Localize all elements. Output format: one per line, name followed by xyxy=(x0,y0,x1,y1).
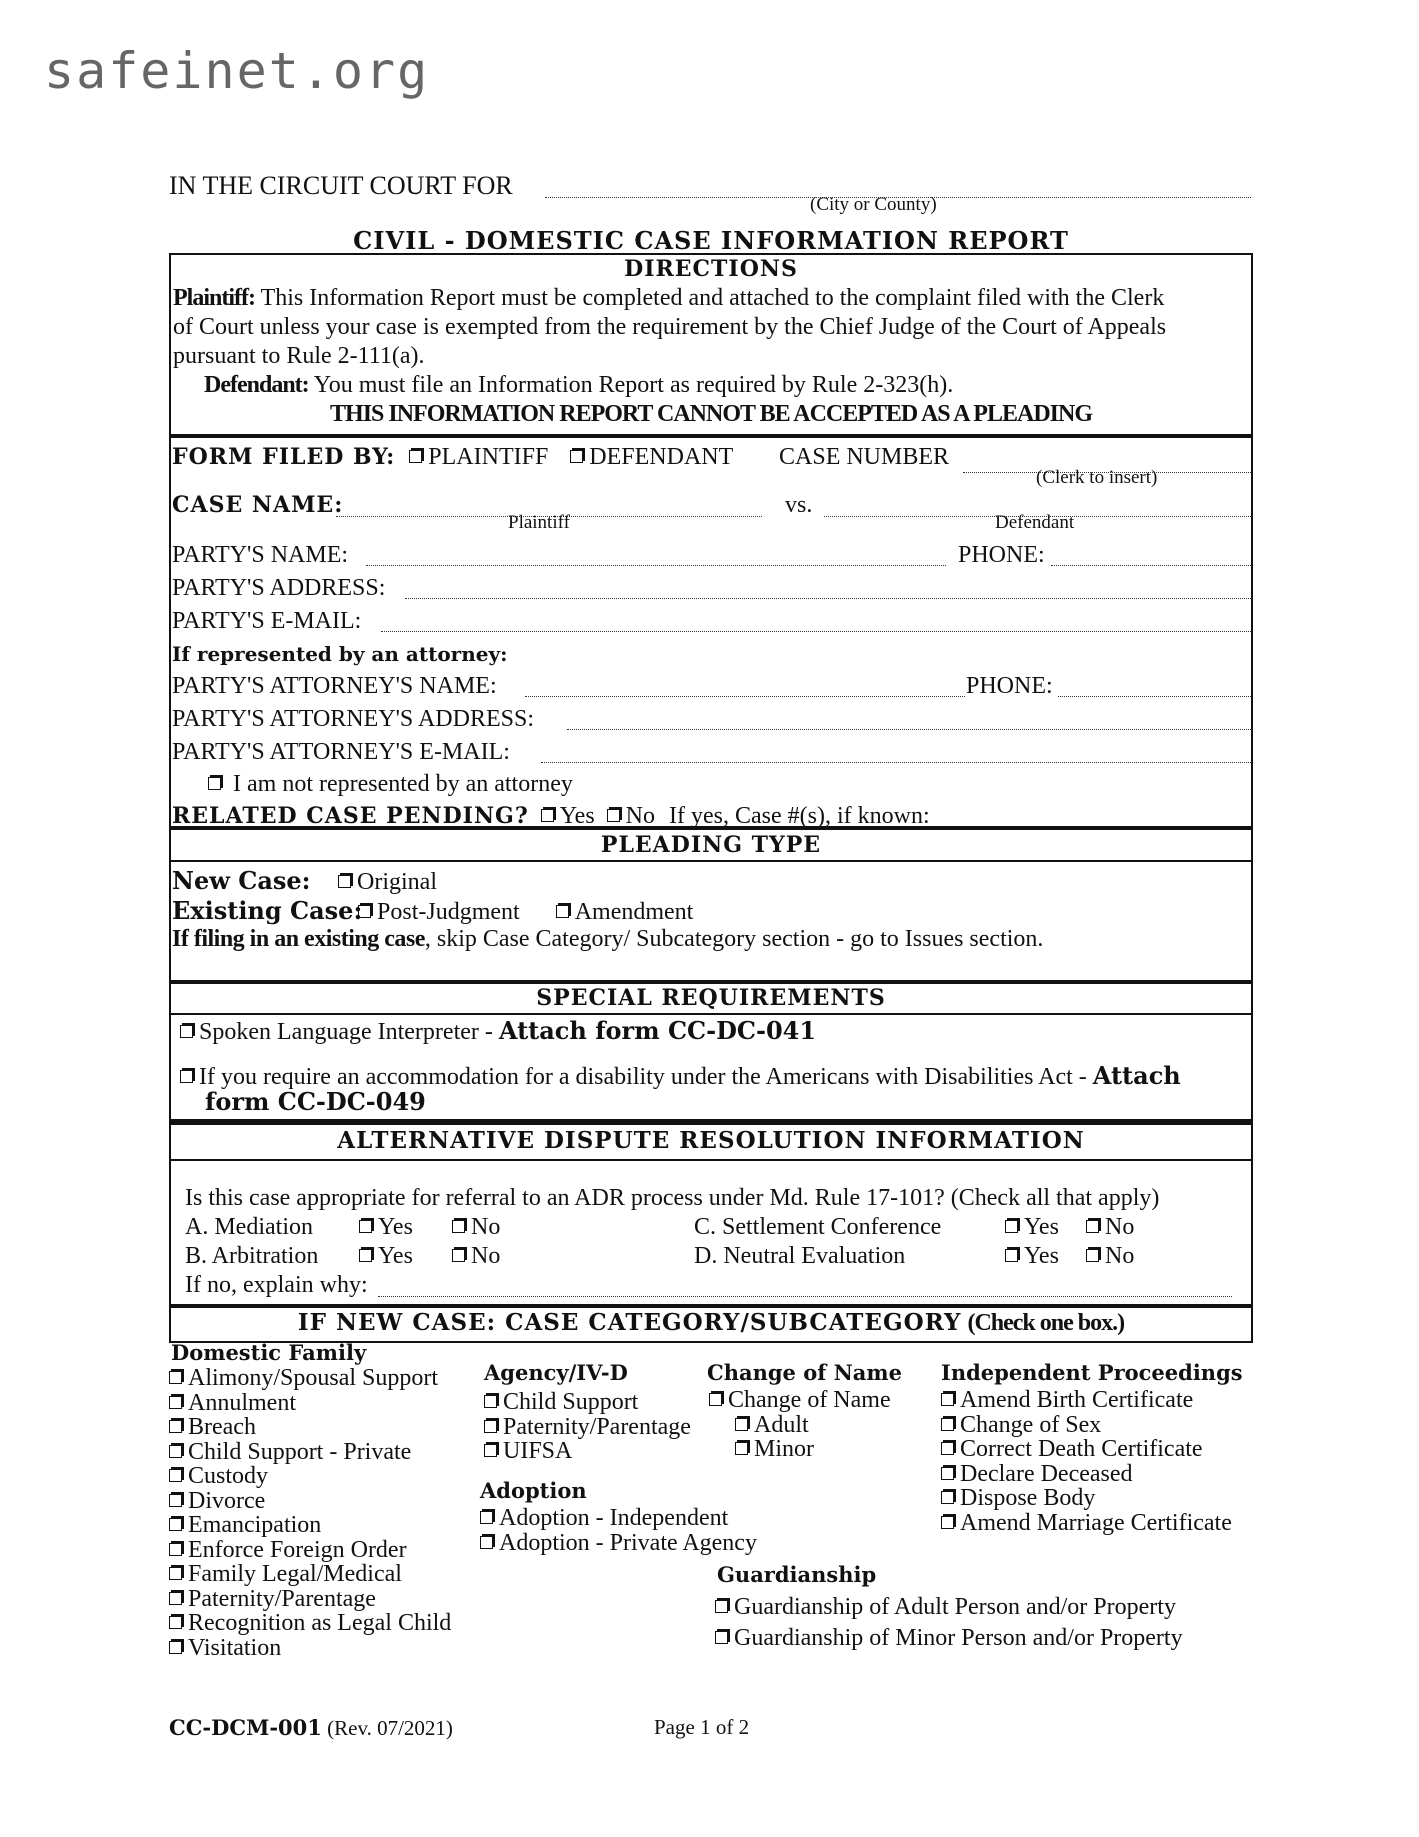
independent-list xyxy=(941,1388,1232,1535)
plaintiff-text-1: This Information Report must be completed and attached to the complaint filed with the Clerk xyxy=(260,285,1165,311)
settlement-no-label: No xyxy=(1105,1214,1135,1240)
related-case-label: RELATED CASE PENDING? xyxy=(172,803,529,829)
guardianship-title: Guardianship xyxy=(717,1562,877,1587)
court-prefix: IN THE CIRCUIT COURT FOR xyxy=(169,171,513,200)
independent-item[interactable]: Change of Sex xyxy=(941,1413,1232,1438)
domestic-item[interactable]: Custody xyxy=(169,1464,451,1489)
settlement-yes-checkbox[interactable] xyxy=(1005,1214,1024,1240)
independent-item[interactable]: Dispose Body xyxy=(941,1486,1232,1511)
adoption-title: Adoption xyxy=(480,1478,587,1503)
amendment-label: Amendment xyxy=(574,899,694,925)
party-address-label: PARTY'S ADDRESS: xyxy=(172,575,386,601)
domestic-item[interactable]: Family Legal/Medical xyxy=(169,1562,451,1587)
vs-label: vs. xyxy=(785,492,813,518)
domestic-item[interactable]: Emancipation xyxy=(169,1513,451,1538)
party-name-field[interactable] xyxy=(366,565,946,566)
agency-item[interactable]: Child Support xyxy=(484,1390,691,1415)
defendant-text: You must file an Information Report as required by Rule 2-323(h). xyxy=(313,372,954,398)
watermark-text: safeinet.org xyxy=(44,42,430,100)
adr-neutral-label: D. Neutral Evaluation xyxy=(694,1243,906,1269)
mediation-yes-checkbox[interactable] xyxy=(359,1214,378,1240)
attorney-address-field[interactable] xyxy=(567,729,1251,730)
adr-heading: ALTERNATIVE DISPUTE RESOLUTION INFORMATION xyxy=(337,1127,1085,1154)
defendant-checkbox[interactable] xyxy=(570,444,589,470)
related-case-numbers-label: If yes, Case #(s), if known: xyxy=(669,803,930,829)
plaintiff-checkbox[interactable] xyxy=(409,444,428,470)
guardianship-list xyxy=(715,1592,1183,1654)
independent-title: Independent Proceedings xyxy=(941,1360,1243,1385)
adoption-item[interactable]: Adoption - Independent xyxy=(480,1506,757,1531)
arbitration-yes-label: Yes xyxy=(378,1243,413,1269)
attorney-phone-field[interactable] xyxy=(1058,696,1251,697)
domestic-item[interactable]: Annulment xyxy=(169,1391,451,1416)
change-name-title: Change of Name xyxy=(707,1360,902,1385)
arbitration-no-label: No xyxy=(471,1243,501,1269)
attorney-name-label: PARTY'S ATTORNEY'S NAME: xyxy=(172,673,497,699)
mediation-no-label: No xyxy=(471,1214,501,1240)
mediation-yes-label: Yes xyxy=(378,1214,413,1240)
mediation-no-checkbox[interactable] xyxy=(452,1214,471,1240)
change-name-adult[interactable]: Adult xyxy=(709,1413,891,1438)
category-heading-note: (Check one box.) xyxy=(967,1310,1125,1336)
agency-item[interactable]: UIFSA xyxy=(484,1439,691,1464)
related-no-checkbox[interactable] xyxy=(607,803,626,829)
arbitration-no-checkbox[interactable] xyxy=(452,1243,471,1269)
original-label: Original xyxy=(357,869,437,895)
independent-item[interactable]: Amend Marriage Certificate xyxy=(941,1511,1232,1536)
interpreter-label: Spoken Language Interpreter - xyxy=(199,1019,499,1045)
party-phone-field[interactable] xyxy=(1051,565,1251,566)
independent-item[interactable]: Correct Death Certificate xyxy=(941,1437,1232,1462)
form-rev: (Rev. 07/2021) xyxy=(327,1716,453,1740)
plaintiff-sub-label: Plaintiff xyxy=(508,512,570,533)
page-number: Page 1 of 2 xyxy=(654,1715,750,1739)
new-case-label: New Case: xyxy=(172,866,311,895)
defendant-sub-label: Defendant xyxy=(995,512,1075,533)
adoption-item[interactable]: Adoption - Private Agency xyxy=(480,1531,757,1556)
ada-label: If you require an accommodation for a disability under the Americans with Disabilities Act - xyxy=(199,1064,1093,1090)
domestic-item[interactable]: Enforce Foreign Order xyxy=(169,1538,451,1563)
domestic-item[interactable]: Breach xyxy=(169,1415,451,1440)
settlement-no-checkbox[interactable] xyxy=(1086,1214,1105,1240)
guardianship-item[interactable]: Guardianship of Minor Person and/or Property xyxy=(715,1623,1183,1654)
adr-arbitration-label: B. Arbitration xyxy=(185,1243,319,1269)
pleading-heading: PLEADING TYPE xyxy=(600,832,822,858)
if-attorney-label: If represented by an attorney: xyxy=(172,642,508,666)
existing-note-rest: , skip Case Category/ Subcategory section - go to Issues section. xyxy=(424,926,1044,952)
clerk-note: (Clerk to insert) xyxy=(1036,467,1158,488)
special-heading: SPECIAL REQUIREMENTS xyxy=(536,985,886,1011)
plaintiff-text-2: of Court unless your case is exempted from the requirement by the Chief Judge of the Court of Appeals xyxy=(173,314,1167,340)
adoption-list xyxy=(480,1506,757,1555)
agency-item[interactable]: Paternity/Parentage xyxy=(484,1415,691,1440)
pleading-warning: THIS INFORMATION REPORT CANNOT BE ACCEPTED AS A PLEADING xyxy=(330,401,1092,427)
domestic-item[interactable]: Recognition as Legal Child xyxy=(169,1611,451,1636)
not-represented-label: I am not represented by an attorney xyxy=(233,771,573,797)
agency-list xyxy=(484,1390,691,1464)
related-yes-label: Yes xyxy=(559,803,595,829)
attorney-name-field[interactable] xyxy=(525,696,965,697)
plaintiff-label: Plaintiff: xyxy=(173,285,255,311)
neutral-no-checkbox[interactable] xyxy=(1086,1243,1105,1269)
category-heading: IF NEW CASE: CASE CATEGORY/SUBCATEGORY xyxy=(297,1309,962,1336)
existing-note-bold: If filing in an existing case xyxy=(172,926,425,952)
plaintiff-text-3: pursuant to Rule 2-111(a). xyxy=(173,343,425,369)
related-no-label: No xyxy=(625,803,656,829)
form-id: CC-DCM-001 xyxy=(169,1715,322,1740)
domestic-family-title: Domestic Family xyxy=(171,1340,367,1365)
party-phone-label: PHONE: xyxy=(958,542,1045,568)
attorney-phone-label: PHONE: xyxy=(966,673,1053,699)
plaintiff-option-label: PLAINTIFF xyxy=(428,444,549,470)
independent-item[interactable]: Declare Deceased xyxy=(941,1462,1232,1487)
domestic-family-list xyxy=(169,1366,451,1660)
attorney-address-label: PARTY'S ATTORNEY'S ADDRESS: xyxy=(172,706,534,732)
defendant-label: Defendant: xyxy=(204,372,309,398)
case-number-label: CASE NUMBER xyxy=(779,444,950,470)
adr-mediation-label: A. Mediation xyxy=(185,1214,313,1240)
arbitration-yes-checkbox[interactable] xyxy=(359,1243,378,1269)
post-judgment-checkbox[interactable] xyxy=(358,899,377,925)
change-name-minor[interactable]: Minor xyxy=(709,1437,891,1462)
neutral-yes-label: Yes xyxy=(1024,1243,1059,1269)
ada-checkbox[interactable] xyxy=(180,1064,199,1090)
guardianship-item[interactable]: Guardianship of Adult Person and/or Property xyxy=(715,1592,1183,1623)
change-name-list xyxy=(709,1388,891,1462)
ada-attach-form: form CC-DC-049 xyxy=(205,1087,426,1116)
attorney-email-field[interactable] xyxy=(541,762,1251,763)
not-represented-checkbox[interactable] xyxy=(208,771,227,797)
adr-question: Is this case appropriate for referral to an ADR process under Md. Rule 17-101? (Check all that apply) xyxy=(185,1185,1160,1211)
form-filed-by-label: FORM FILED BY: xyxy=(172,444,396,470)
case-name-label: CASE NAME: xyxy=(172,492,344,518)
settlement-yes-label: Yes xyxy=(1024,1214,1059,1240)
adr-settlement-label: C. Settlement Conference xyxy=(694,1214,942,1240)
domestic-item[interactable]: Visitation xyxy=(169,1636,451,1661)
adr-explain-label: If no, explain why: xyxy=(185,1272,368,1298)
party-address-field[interactable] xyxy=(405,598,1251,599)
form-title: CIVIL - DOMESTIC CASE INFORMATION REPORT xyxy=(353,226,1069,255)
post-judgment-label: Post-Judgment xyxy=(377,899,520,925)
directions-heading: DIRECTIONS xyxy=(624,256,798,282)
domestic-item[interactable]: Divorce xyxy=(169,1489,451,1514)
existing-case-label: Existing Case: xyxy=(172,896,363,925)
ada-attach: Attach xyxy=(1092,1061,1181,1090)
original-checkbox[interactable] xyxy=(338,869,357,895)
neutral-no-label: No xyxy=(1105,1243,1135,1269)
related-yes-checkbox[interactable] xyxy=(541,803,560,829)
neutral-yes-checkbox[interactable] xyxy=(1005,1243,1024,1269)
interpreter-attach: Attach form CC-DC-041 xyxy=(498,1016,817,1045)
party-email-field[interactable] xyxy=(381,631,1251,632)
court-sub-label: (City or County) xyxy=(810,194,937,215)
interpreter-checkbox[interactable] xyxy=(180,1019,199,1045)
independent-item[interactable]: Amend Birth Certificate xyxy=(941,1388,1232,1413)
attorney-email-label: PARTY'S ATTORNEY'S E-MAIL: xyxy=(172,739,510,765)
adr-explain-field[interactable] xyxy=(378,1296,1232,1297)
defendant-option-label: DEFENDANT xyxy=(589,444,734,470)
domestic-item[interactable]: Alimony/Spousal Support xyxy=(169,1366,451,1391)
party-email-label: PARTY'S E-MAIL: xyxy=(172,608,362,634)
agency-title: Agency/IV-D xyxy=(484,1360,628,1385)
domestic-item[interactable]: Child Support - Private xyxy=(169,1440,451,1465)
change-name-item[interactable]: Change of Name xyxy=(709,1388,891,1413)
domestic-item[interactable]: Paternity/Parentage xyxy=(169,1587,451,1612)
party-name-label: PARTY'S NAME: xyxy=(172,542,349,568)
amendment-checkbox[interactable] xyxy=(556,899,575,925)
